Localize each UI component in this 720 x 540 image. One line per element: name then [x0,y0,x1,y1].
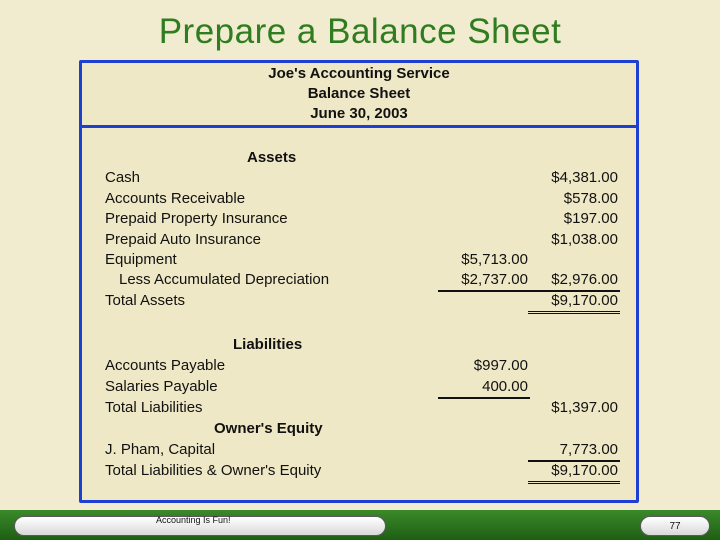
row-amount: $4,381.00 [551,169,618,186]
double-rule [528,481,620,484]
balance-sheet [79,60,639,503]
row-label: Total Assets [105,292,186,309]
row-amount: $1,397.00 [551,399,618,416]
underline-rule [438,290,530,292]
row-label: Cash [105,169,141,186]
company-name: Joe's Accounting Service [268,65,450,82]
equity-heading: Owner's Equity [214,420,323,437]
row-amount: $9,170.00 [551,292,618,309]
row-amount: $9,170.00 [551,462,618,479]
assets-heading: Assets [247,149,297,166]
double-rule [528,311,620,314]
row-amount: 7,773.00 [559,441,618,458]
row-amount-inner: 400.00 [482,378,528,395]
statement-date: June 30, 2003 [310,105,408,122]
row-label: Equipment [105,251,177,268]
row-label: Total Liabilities [105,399,203,416]
row-label: Less Accumulated Depreciation [119,271,330,288]
row-label: Salaries Payable [105,378,218,395]
row-amount-inner: $5,713.00 [461,251,528,268]
row-label: Prepaid Auto Insurance [105,231,261,248]
liabilities-heading: Liabilities [233,336,303,353]
row-label: Accounts Receivable [105,190,246,207]
row-label: Prepaid Property Insurance [105,210,288,227]
footer-caption: Accounting Is Fun! [156,515,231,525]
row-amount: $2,976.00 [551,271,618,288]
page-number: 77 [669,521,681,532]
page-number-box [640,516,710,536]
row-label: Accounts Payable [105,357,226,374]
slide-title: Prepare a Balance Sheet [158,12,562,51]
underline-rule [438,397,530,399]
row-amount: $1,038.00 [551,231,618,248]
sheet-header [82,63,636,128]
row-amount-inner: $2,737.00 [461,271,528,288]
row-amount: $578.00 [563,190,618,207]
footer-bar [0,510,720,540]
row-label: Total Liabilities & Owner's Equity [105,462,322,479]
row-label: J. Pham, Capital [105,441,216,458]
row-amount-inner: $997.00 [473,357,528,374]
row-amount: $197.00 [563,210,618,227]
statement-name: Balance Sheet [307,85,411,102]
